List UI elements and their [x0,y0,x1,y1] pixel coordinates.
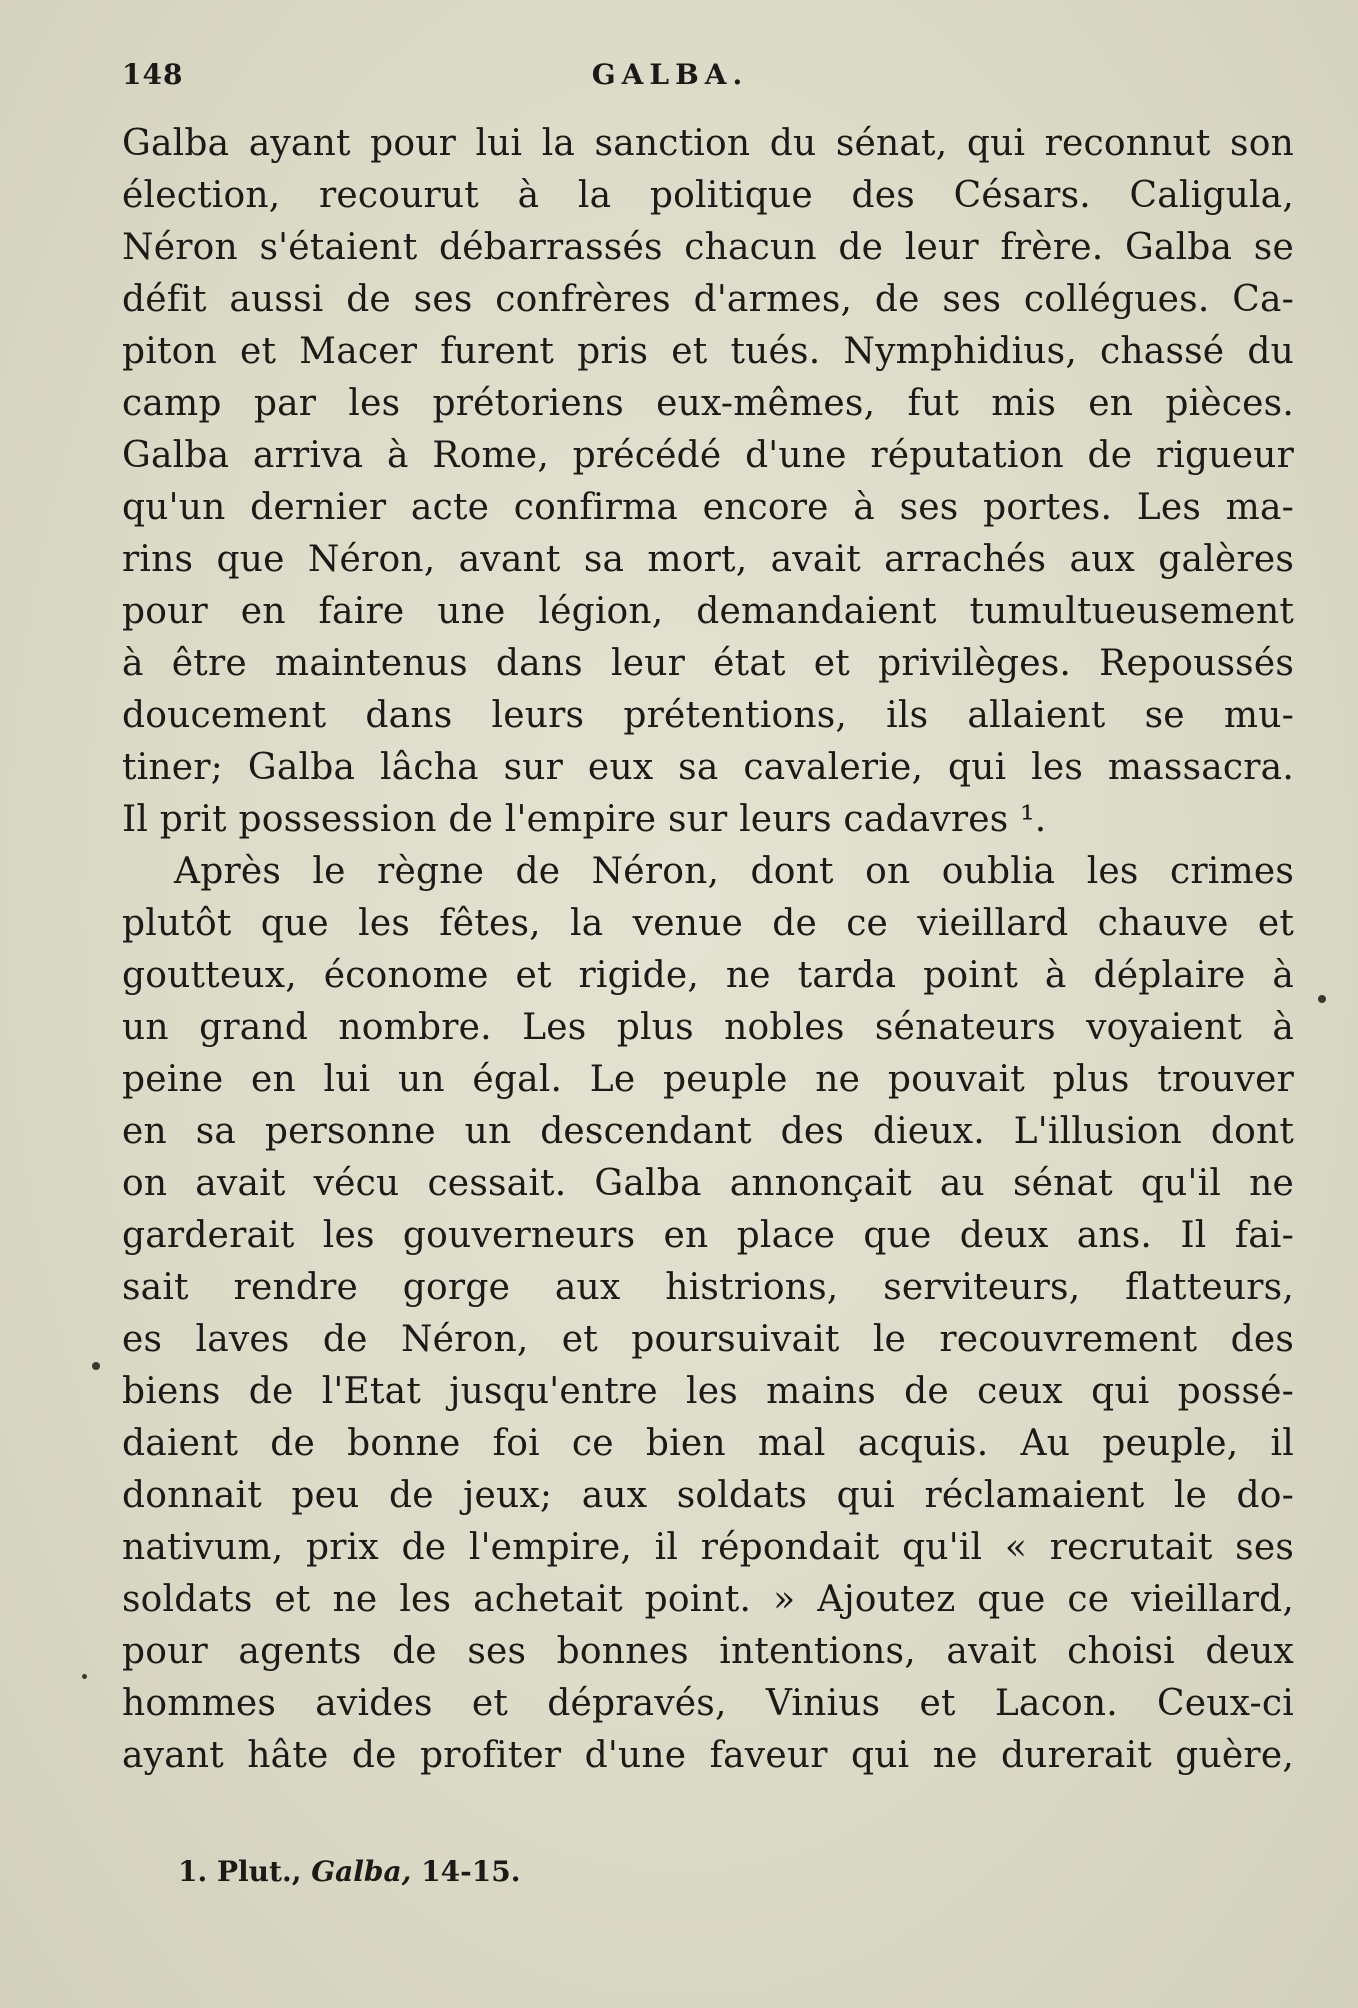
text-line: défit aussi de ses confrères d'armes, de ses collégues. Ca- [122,279,1294,320]
footnote-work: Galba, [311,1855,412,1888]
footnote-marker: 1. [178,1855,208,1888]
text-line: Néron s'étaient débarrassés chacun de leur frère. Galba se [122,227,1294,268]
text-line: nativum, prix de l'empire, il répondait qu'il « recrutait ses [122,1527,1294,1568]
page-header [122,58,1218,98]
margin-speck [92,1362,100,1370]
text-line: on avait vécu cessait. Galba annonçait au sénat qu'il ne [122,1163,1294,1204]
text-line: donnait peu de jeux; aux soldats qui réclamaient le do- [122,1475,1294,1516]
text-line: à être maintenus dans leur état et privilèges. Repoussés [122,643,1294,684]
text-line: doucement dans leurs prétentions, ils allaient se mu- [122,695,1294,736]
text-line: biens de l'Etat jusqu'entre les mains de ceux qui possé- [122,1371,1294,1412]
text-line: qu'un dernier acte confirma encore à ses portes. Les ma- [122,487,1294,528]
text-line: élection, recourut à la politique des Césars. Caligula, [122,175,1294,216]
body-text [122,118,1294,1782]
text-line: rins que Néron, avant sa mort, avait arrachés aux galères [122,539,1294,580]
text-line: Après le règne de Néron, dont on oublia les crimes [174,851,1294,892]
text-line: daient de bonne foi ce bien mal acquis. Au peuple, il [122,1423,1294,1464]
text-line: Galba arriva à Rome, précédé d'une réputation de rigueur [122,435,1294,476]
page-number: 148 [122,58,184,91]
text-line: es laves de Néron, et poursuivait le recouvrement des [122,1319,1294,1360]
footnote-pages: 14-15. [421,1855,521,1888]
text-line: plutôt que les fêtes, la venue de ce vieillard chauve et [122,903,1294,944]
text-line: pour agents de ses bonnes intentions, avait choisi deux [122,1631,1294,1672]
text-line: garderait les gouverneurs en place que deux ans. Il fai- [122,1215,1294,1256]
footnote [178,1855,520,1888]
text-line: pour en faire une légion, demandaient tumultueusement [122,591,1294,632]
text-line: soldats et ne les achetait point. » Ajoutez que ce vieillard, [122,1579,1294,1620]
text-line: tiner; Galba lâcha sur eux sa cavalerie, qui les massacra. [122,747,1294,788]
text-line: piton et Macer furent pris et tués. Nymphidius, chassé du [122,331,1294,372]
text-line: hommes avides et dépravés, Vinius et Lacon. Ceux-ci [122,1683,1294,1724]
text-line: en sa personne un descendant des dieux. L'illusion dont [122,1111,1294,1152]
margin-speck [1318,995,1326,1003]
footnote-author: Plut., [216,1855,302,1888]
text-line: un grand nombre. Les plus nobles sénateurs voyaient à [122,1007,1294,1048]
running-title: GALBA. [591,58,749,91]
text-line: ayant hâte de profiter d'une faveur qui ne durerait guère, [122,1735,1294,1776]
margin-speck [82,1674,87,1679]
text-line: goutteux, économe et rigide, ne tarda point à déplaire à [122,955,1294,996]
text-line: camp par les prétoriens eux-mêmes, fut mis en pièces. [122,383,1294,424]
text-line: Il prit possession de l'empire sur leurs cadavres ¹. [122,799,1047,840]
text-line: peine en lui un égal. Le peuple ne pouvait plus trouver [122,1059,1294,1100]
text-line: Galba ayant pour lui la sanction du sénat, qui reconnut son [122,123,1294,164]
text-line: sait rendre gorge aux histrions, serviteurs, flatteurs, [122,1267,1294,1308]
